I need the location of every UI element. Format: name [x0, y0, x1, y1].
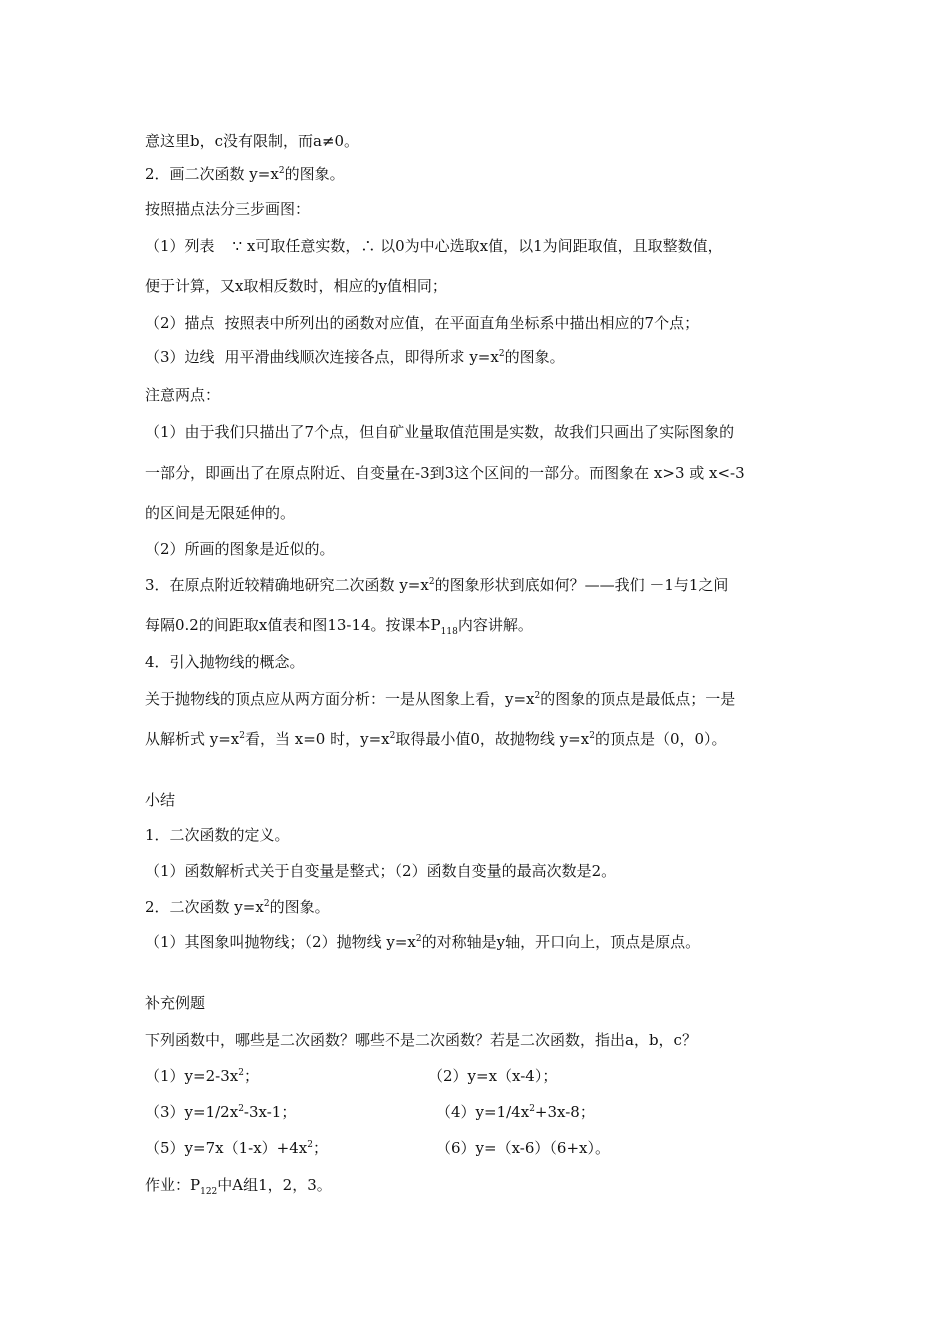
text-line: 每隔0.2的间距取x值表和图13-14。按课本$P_{118}$内容讲解。 [145, 616, 533, 637]
text-line: 下列函数中，哪些是二次函数？哪些不是二次函数？若是二次函数，指出a，b，c？ [145, 1031, 697, 1049]
text-line: （2）所画的图象是近似的。 [145, 540, 335, 558]
section-heading: 小结 [145, 791, 176, 809]
text-line: 2．画二次函数 $y=x^2$的图象。 [145, 165, 345, 183]
text-line: 关于抛物线的顶点应从两方面分析：一是从图象上看，$y=x^2$的图象的顶点是最低点；一是 [145, 690, 736, 708]
text-line: 意这里b，c没有限制，而a≠0。 [145, 132, 360, 150]
text-line: （1）函数解析式关于自变量是整式；（2）函数自变量的最高次数是2。 [145, 862, 617, 880]
text-line: 一部分，即画出了在原点附近、自变量在-3到3这个区间的一部分。而图象在 x>3 或 x<-3 [145, 464, 745, 482]
text-line: 注意两点： [145, 386, 221, 404]
text-line: （1）列表 ∵ x可取任意实数，∴ 以0为中心选取x值，以1为间距取值，且取整数值， [145, 237, 723, 255]
text-line: （1）其图象叫抛物线；（2）抛物线 $y=x^2$的对称轴是y轴，开口向上，顶点是原点。 [145, 933, 701, 951]
example-row: $(1)y=2-3x^2$； （2）y=x（x-4）； [145, 1067, 558, 1085]
example-row: $(3)y=1/2x^2-3x-1$； $(4)y=1/4x^2+3x-8$； [145, 1103, 595, 1121]
homework-line: 作业：$P_{122}$中A组1，2，3。 [145, 1176, 332, 1197]
text-line: 3．在原点附近较精确地研究二次函数 $y=x^2$的图象形状到底如何？——我们 －1与1之间 [145, 576, 729, 594]
text-line: 1．二次函数的定义。 [145, 826, 290, 844]
text-line: 4．引入抛物线的概念。 [145, 653, 305, 671]
text-line: 从解析式 $y=x^2$看，当 x=0 时，$y=x^2$取得最小值0，故抛物线 $y=x^2$的顶点是（0，0）。 [145, 730, 727, 748]
example-row: $(5)y=7x(1-x)+4x^2$； （6）y=（x-6）（6+x）。 [145, 1139, 610, 1157]
text-line: （3）边线 用平滑曲线顺次连接各点，即得所求 $y=x^2$的图象。 [145, 348, 565, 366]
section-heading: 补充例题 [145, 994, 206, 1012]
text-line: 按照描点法分三步画图： [145, 200, 311, 218]
text-line: 的区间是无限延伸的。 [145, 504, 296, 522]
text-line: 2．二次函数 $y=x^2$的图象。 [145, 898, 330, 916]
text-line: 便于计算，又x取相反数时，相应的y值相同； [145, 277, 447, 295]
text-line: （2）描点 按照表中所列出的函数对应值，在平面直角坐标系中描出相应的7个点； [145, 314, 700, 332]
text-line: （1）由于我们只描出了7个点，但自矿业量取值范围是实数，故我们只画出了实际图象的 [145, 423, 735, 441]
